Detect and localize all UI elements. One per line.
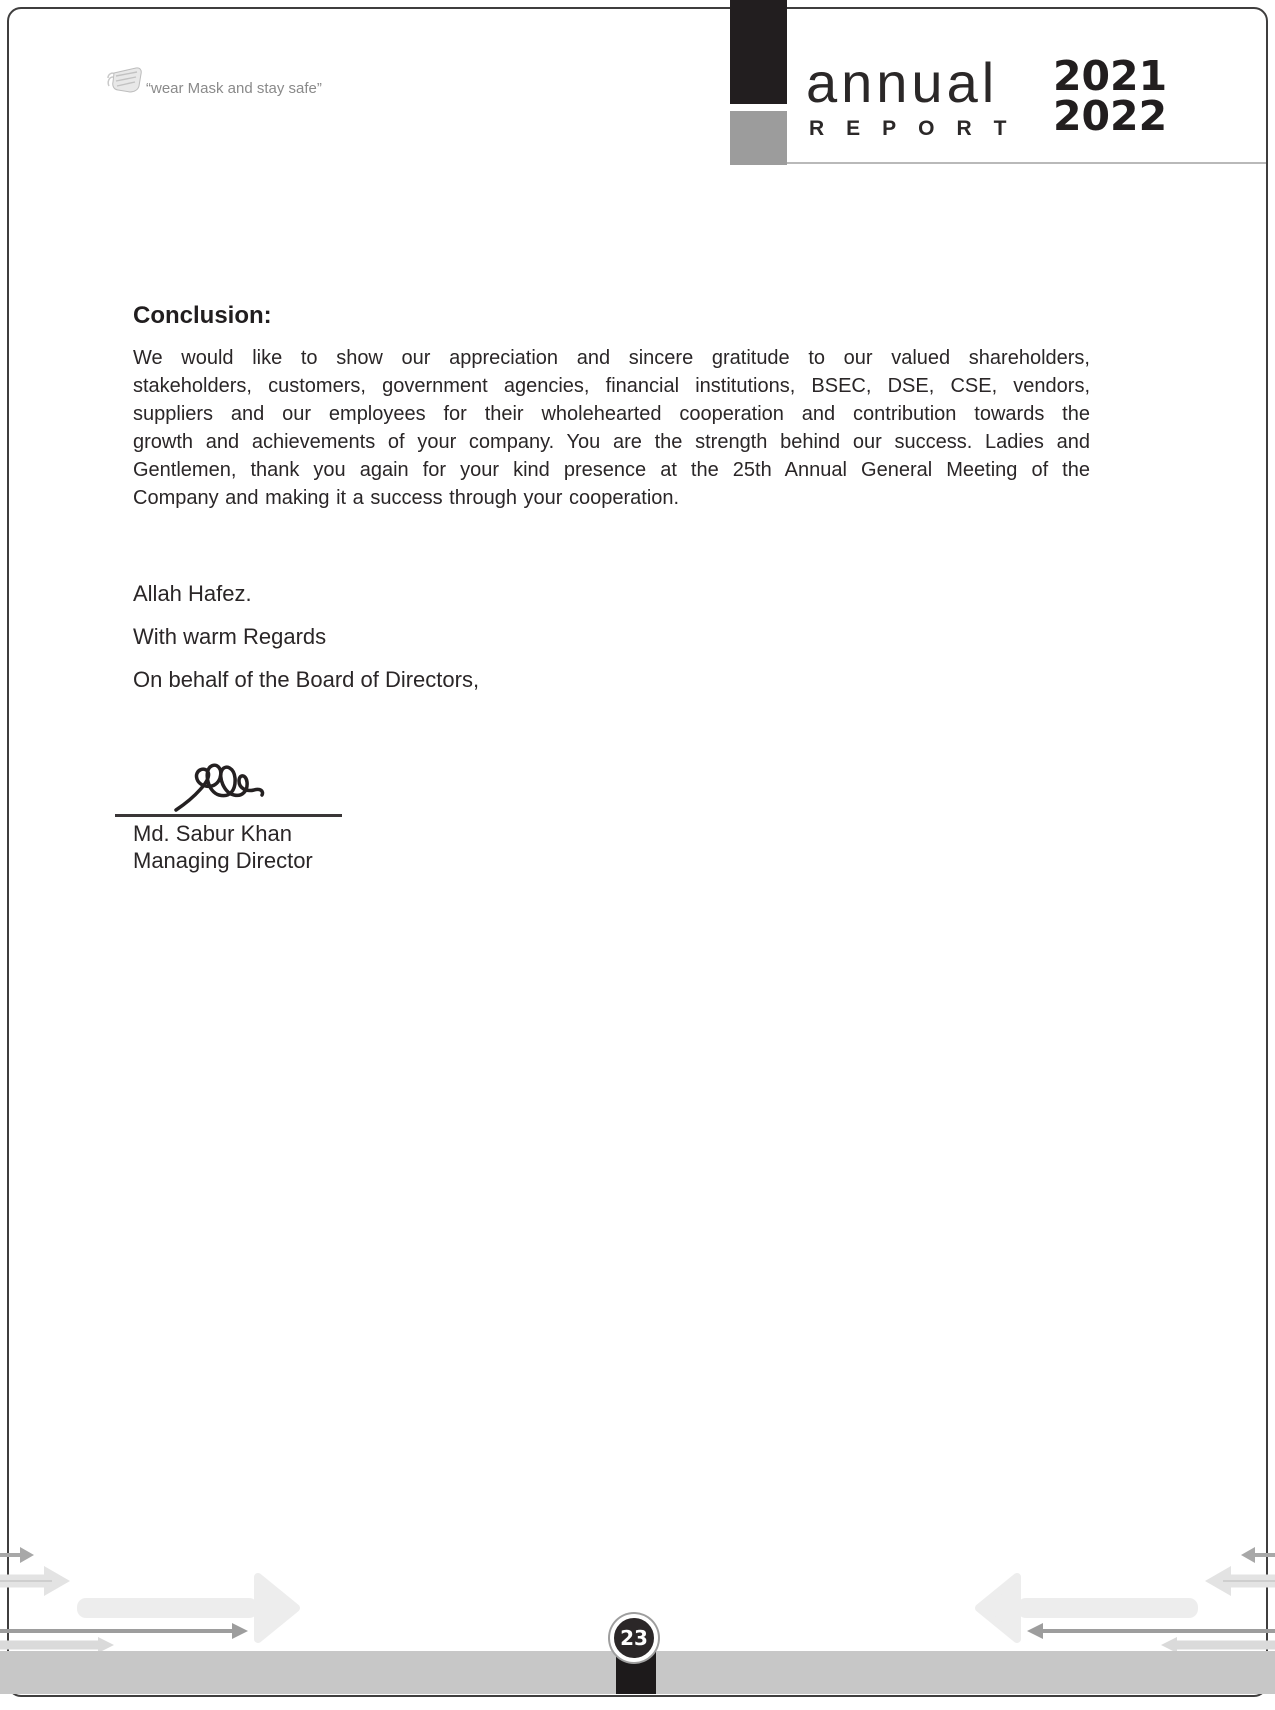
logo-year-1: 2021 [1053,52,1168,100]
logo-gray-square [730,111,787,165]
logo-word-report: REPORT [809,117,1029,140]
paragraph-line: Gentlemen, thank you again for your kind presence at the 25th Annual General Meeting of the [133,459,1090,481]
closing-allah-hafez: Allah Hafez. [133,581,252,606]
face-mask-icon [106,64,144,101]
arrow-group-right [979,1547,1275,1653]
closing-warm-regards: With warm Regards [133,624,327,649]
paragraph-line: growth and achievements of your company. You are the strength behind our success. Ladies and [133,431,1090,453]
closing-on-behalf: On behalf of the Board of Directors, [133,667,480,692]
signature-line [115,814,342,817]
page-number-badge [610,1614,658,1662]
section-heading: Conclusion: [133,302,272,329]
safety-quote: “wear Mask and stay safe” [146,80,322,97]
signature-scribble [172,760,292,820]
paragraph-line: stakeholders, customers, government agencies, financial institutions, BSEC, DSE, CSE, vendors, [133,375,1090,397]
signatory-name: Md. Sabur Khan [133,821,292,846]
conclusion-paragraph [133,344,1090,512]
header-rule [787,162,1266,164]
paragraph-line: suppliers and our employees for their wholehearted cooperation and contribution towards the [133,403,1090,425]
paragraph-line: We would like to show our appreciation and sincere gratitude to our valued shareholders, [133,347,1090,369]
page-number: 23 [620,1626,648,1650]
signatory-title: Managing Director [133,848,313,873]
logo-black-bar [730,0,787,104]
logo-years [1053,52,1168,140]
logo-word-annual: annual [806,51,999,114]
arrow-group-left [0,1547,296,1653]
logo-year-2: 2022 [1053,92,1168,140]
paragraph-line: Company and making it a success through your cooperation. [133,487,680,509]
